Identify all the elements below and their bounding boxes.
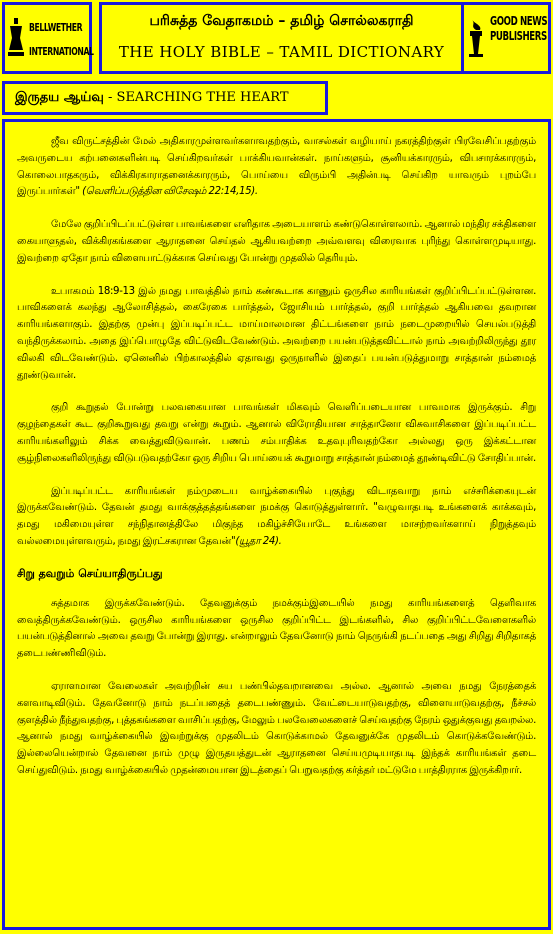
title-box (99, 2, 464, 74)
page-header (2, 2, 551, 77)
subheading: சிறு தவறும் செய்யாதிருப்பது (17, 566, 163, 580)
scripture-reference: (வெளிப்படுத்தின விசேஷம் 22:14,15). (82, 186, 258, 198)
paragraph-1: ஜீவ விருட்சத்தின் மேல் அதிகாரமுள்ளவர்களாவதற்கும், வாசல்கள் வழியாய் நகரத்திற்குள் பிரவேசிப்பதற்கும் அவருடைய கற்பனைகளின்படி செய்கிறவர்கள் பாக்கியவான்கள். நாய்களும், சூனியக்காரரும், விபசாரக்காரரும், கொலைபாதகரும், விக்கிரகாராதனைக்காரரும், பொய்யை விரும்பி அதின்படி செய்கிற யாவரும் புறம்பே இருப்பார்கள்" (வெளிப்படுத்தின விசேஷம் 22:14,15). (17, 136, 536, 198)
logo-line2: PUBLISHERS (490, 29, 547, 43)
scripture-reference: (யூதா 24). (235, 535, 282, 547)
paragraph-3: உபாகமம் 18:9-13 இல் நமது பாவத்தில் நாம் கண்கூடாக காணும் ஒருசில காரியங்கள் குறிப்பிடப்பட்டுள்ளன. பாவிகளைக் கலந்து ஆலோசித்தல், கைரேகை பார்த்தல், ஜோசியம் பார்த்தல், குறி பார்த்தல் ஆகியவை தவறான காரியங்களாகும். இதற்கு முன்பு இப்படிப்பட்ட மாய்மாலமான திட்டங்களை நாம் நடைமுறையில் செயல்படுத்தி வந்திருக்கலாம். அதை இப்பொழுதே விட்டுவிடவேண்டும். அவற்றை பயன்படுத்தவிட்டால் நாம் அவற்றிலிருந்து தூர விலகி விடவேண்டும். ஏனெனில் பிற்காலத்தில் ஏதாவது ஒருநாளில் இதைப் பயன்படுத்துமாறு சாத்தான் நம்மைத் தூண்டுவான். (17, 285, 536, 381)
paragraph-6: சுத்தமாக இருக்கவேண்டும். தேவனுக்கும் நமக்கும்இடையில் நமது காரியங்களைத் தெளிவாக வைத்திருக்கவேண்டும். ஒருசில காரியங்களை ஒருசில குறிப்பிட்ட இடங்களில், சில குறிப்பிட்டவேளைகளில் பயன்படுத்தினால் அவை தவறு போன்று இராது. என்றாலும் தேவனோடு நாம் நெருங்கி நடப்பதை அது சிறிது சிறிதாகத் தடைபண்ணிவிடும். (17, 597, 536, 660)
logo-line1: GOOD NEWS (490, 14, 548, 28)
paragraph-5: இப்படிப்பட்ட காரியங்கள் நம்முடைய வாழ்க்கையில் புகுந்து விடாதவாறு நாம் எச்சரிக்கையுடன் இருக்கவேண்டும். தேவன் தமது வாக்குத்தத்தங்களை நமக்கு கொடுத்துள்ளார். "வழுவாதபடி உங்களைக் காக்கவும், தமது மகிமையுள்ள சந்நிதானத்திலே மிகுந்த மகிழ்ச்சியோடே உங்களை மாசற்றவர்களாய் நிறுத்தவும் வல்லமையுள்ளவரும், நமது இரட்சகரான தேவன்"(யூதா 24). (17, 485, 536, 547)
section-title-english: - SEARCHING THE HEART (108, 90, 289, 105)
paragraph-7: ஏராளமான வேலைகள் அவற்றின் சுய பண்பில்தவறானவை அல்ல. ஆனால் அவை நமது நேரத்தைக் களவாடிவிடும். தேவனோடு நாம் நடப்பதைத் தடைபண்ணும். வேட்டையாடுவதற்கு, விளையாடுவதற்கு, நீச்சல் குளத்தில் நீந்துவதற்கு, புத்தகங்களை வாசிப்பதற்கு, மேலும் பலவேலைகளைச் செய்வதற்கு நேரம் ஒதுக்குவது தவறல்ல. ஆனால் நமது வாழ்க்கையில் இவற்றுக்கு முதலிடம் கொடுக்காமல் தேவனுக்கே முதலிடம் கொடுக்கவேண்டும். இல்லையென்றால் தேவனை நாம் முழு இருதயத்துடன் ஆராதனை செய்யமுடியாதபடி இந்தக் காரியங்கள் தடை செய்துவிடும். நமது வாழ்க்கையில் முதன்மையான இடத்தைப் பெறுவதற்கு கர்த்தர் மட்டுமே பாத்திரராக இருக்கிறார். (17, 680, 536, 776)
title-english: THE HOLY BIBLE – TAMIL DICTIONARY (118, 43, 445, 61)
good-news-logo (461, 2, 551, 74)
logo-line1: BELLWETHER (29, 21, 83, 34)
content-box (2, 119, 551, 930)
paragraph-4: குறி கூறுதல் போன்று பலவகையான பாவங்கள் மிகவும் வெளிப்படையான பாவமாக இருக்கும். சிறு குழந்தைகள் கூட குறிகூறுவது தவறு என்று கூறும். ஆனால் விரோதியான சாத்தானோ விசுவாசிகளை இப்படிப்பட்ட காரியங்களிலும் சிக்க வைத்துவிடுவான். பணம் சம்பாதிக்க உதவுபுரிவதற்கோ அல்லது ஒரு இக்கட்டான சூழ்நிலைகளிலிருந்து விடுபடுவதற்கோ ஒரு சிறிய பொய்யைக் கூறுமாறு சாத்தான் நம்மைத் தூண்டிவிட்டு சோதிப்பான். (17, 402, 536, 464)
title-tamil: பரிசுத்த வேதாகமம் – தமிழ் சொல்லகராதி (149, 13, 414, 29)
logo-line2: INTERNATIONAL (29, 45, 94, 58)
bellwether-logo (2, 2, 92, 74)
torch-icon (466, 18, 486, 58)
paragraph-2: மேலே குறிப்பிடப்பட்டுள்ள பாவங்களை எளிதாக அடையாளம் கண்டுகொள்ளலாம். ஆனால் மந்திர சக்திகளை கையாளுதல், விக்கிரகங்களை ஆராதனை செய்தல் ஆகியவற்றை அவ்வளவு விரைவாக புரிந்து கொள்ளமுடியாது. இவற்றை ஏதோ நாம் விளையாட்டுக்காக செய்வது போன்று முதலில் தெரியும். (17, 219, 536, 264)
bell-icon (7, 18, 25, 58)
section-title (2, 81, 328, 115)
section-title-tamil: இருதய ஆய்வு (15, 90, 104, 105)
